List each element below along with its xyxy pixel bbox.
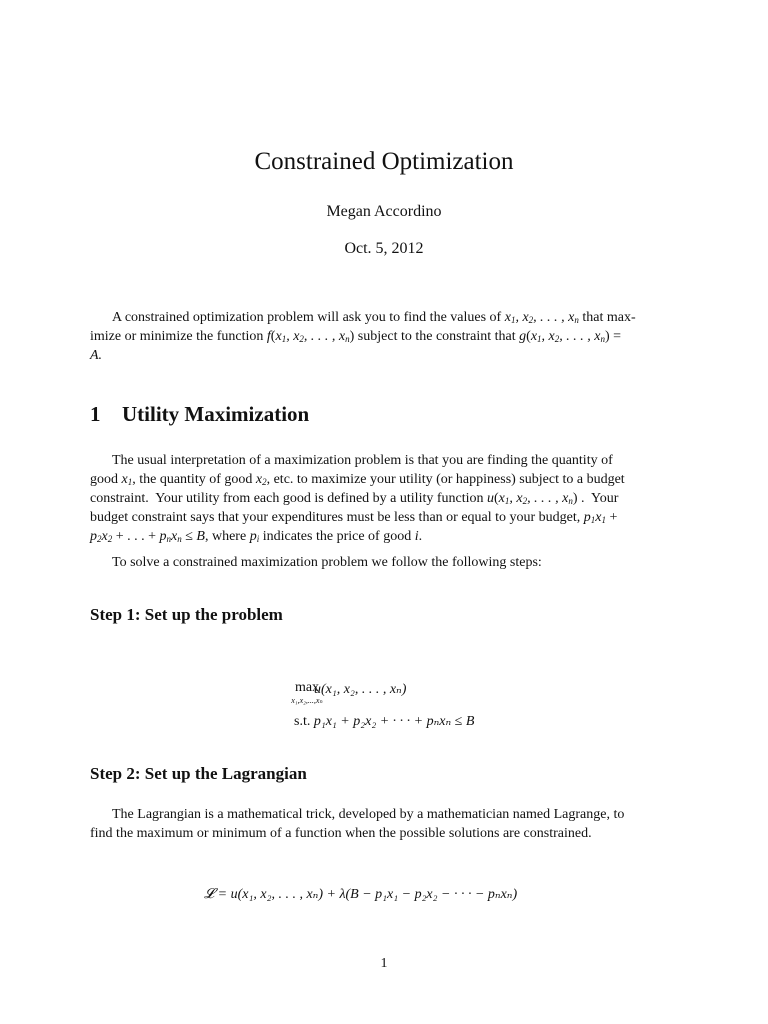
s1-line-2: good $x_1$, the quantity of good $x_2$, etc. to maximize your utility (or happiness) subject to a budget [90,472,625,487]
intro-line-2: imize or minimize the function $f(x_1$, $x_2$, . . . , $x_n$) subject to the constraint that $g(x_1$, $x_2$, . . . , $x_n$) = [90,329,622,344]
author-name: Megan Accordino [326,203,442,220]
step2-heading: Step 2: Set up the Lagrangian [90,764,307,783]
paper-date: Oct. 5, 2012 [344,240,424,257]
intro-paragraph [90,308,678,365]
s1-line-3: constraint. Your utility from each good is defined by a utility function $u(x_1$, $x_2$, . . . , $x_n$) . Your [90,491,619,506]
paper-title: Constrained Optimization [254,148,514,175]
math-utility-function: $u(x_1$, $x_2$, . . . , $x_n$) [487,491,578,506]
objective-function: u(x₁, x₂, . . . , xₙ) [314,682,407,697]
budget-constraint: s.t. p₁x₁ + p₂x₂ + · · · + pₙxₙ ≤ B [294,714,475,729]
section1-paragraph-2: To solve a constrained maximization problem we follow the following steps: [112,555,542,570]
math-constraint-g: $g(x_1$, $x_2$, . . . , $x_n$) = [519,329,622,344]
page-number: 1 [380,956,388,971]
s1-line-1: The usual interpretation of a maximization problem is that you are finding the quantity of [112,453,613,468]
s2-line-2: find the maximum or minimum of a function when the possible solutions are constrained. [90,826,592,841]
section-heading: 1 Utility Maximization [90,402,310,426]
math-function-f: $f(x_1$, $x_2$, . . . , $x_n$) [266,329,355,344]
s1-line-5: $p_2x_2$ + . . . + $p_nx_n \le B$, where $p_i$ indicates the price of good i. [90,529,423,544]
intro-line-1: A constrained optimization problem will ask you to find the values of $x_1$, $x_2$, . . . , $x_n$ that max- [112,310,636,325]
math-variables: $x_1$, $x_2$, . . . , $x_n$ [504,310,579,325]
step2-paragraph [90,805,678,843]
max-operator: max x₁,x₂,...,xₙ [291,680,323,705]
s2-line-1: The Lagrangian is a mathematical trick, developed by a mathematician named Lagrange, to [112,807,625,822]
lagrangian-equation: 𝓛 = u(x₁, x₂, . . . , xₙ) + λ(B − p₁x₁ − p₂x₂ − · · · − pₙxₙ) [204,887,518,902]
step1-heading: Step 1: Set up the problem [90,605,283,624]
section1-paragraph-1 [90,451,678,546]
s1-line-4: budget constraint says that your expenditures must be less than or equal to your budget, $p_1x_1$ + [90,510,618,525]
intro-line-3: A. [90,348,103,363]
